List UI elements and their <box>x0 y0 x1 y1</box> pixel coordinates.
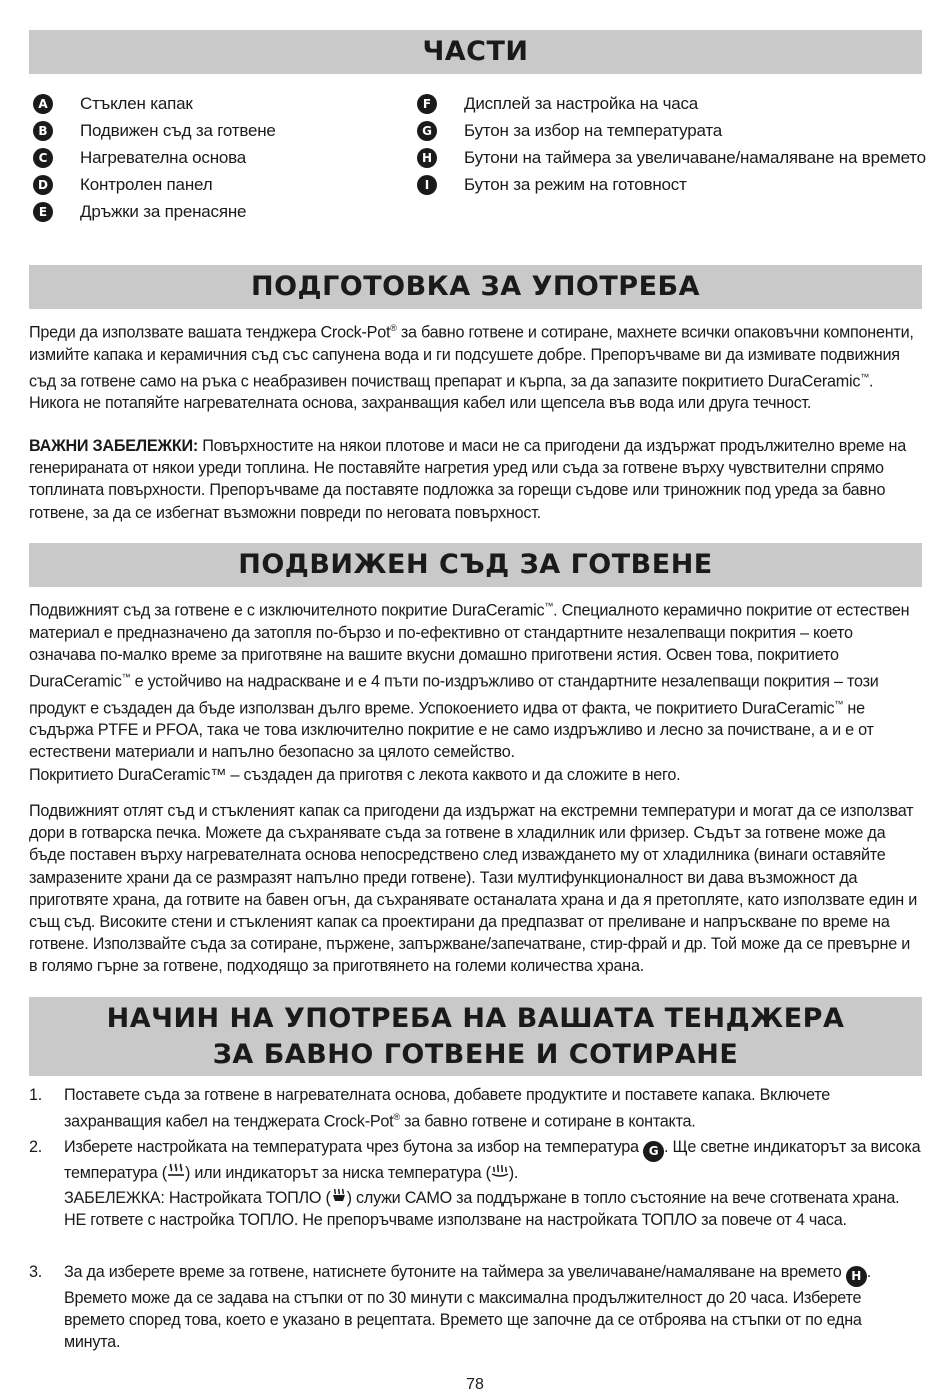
step-3 <box>29 1261 922 1353</box>
step-text-part: ). <box>508 1163 519 1182</box>
trademark-mark: ™ <box>860 371 869 382</box>
letter-badge: E <box>33 202 53 222</box>
part-item <box>33 198 276 225</box>
pot-text: не съдържа PTFE и PFOA, така че това изключително покритие е не само издръжливо и лесно за почистване, а и е от естествени материали и напълно безопасно за цялото семейство. <box>29 698 874 762</box>
important-notes-text: Повърхностите на някои плотове и маси не са пригодени да издържат продължително време на генерираната от някои уреди топлина. Не поставяйте нагретия уред или съда за готвене върху чувствителни спрямо топлината повърхности. Препоръчваме да поставяте подложка за горещи съдове или триножник под уреда за бавно готвене, за да се избегнат възможни повреди по неговата повърхност. <box>29 437 906 522</box>
part-item <box>417 144 926 171</box>
pot-header <box>29 543 922 587</box>
step-text-part: . Ще светне индикаторът за висока температура ( <box>64 1138 921 1182</box>
letter-badge: B <box>33 121 53 141</box>
step-text-part: за бавно готвене и сотиране в контакта. <box>399 1112 696 1131</box>
pot-text: Подвижният съд за готвене е с изключителното покритие DuraCeramic <box>29 601 545 620</box>
usage-title-line2: ЗА БАВНО ГОТВЕНЕ И СОТИРАНЕ <box>212 1038 739 1070</box>
pot-paragraph-3: Подвижният отлят съд и стъкленият капак са пригодени да издържат на екстремни температури и могат да се използват дори в готварска печка. Можете да съхранявате съда за готвене в хладилник или фризер. Съдът за готвене може да бъде поставен върху нагревателната основа непосредствено след изваждането му от хладилника (винаги оставяйте замразените храни да се размразят напълно преди готвене). Тази мултифункционалност ви дава възможност да приготвяте храна, да готвите на бавен огън, да съхранявате останалата храна и да я претопляте, като използвате един и същ съд. Високите стени и стъкленият капак са проектирани да предпазват от преливане и напръскване по време на готвене. Използвайте съда за сотиране, пържене, запържване/запечатване, стир-фрай и др. Той може да се превърне и в голямо гърне за готвене, подходящо за приготвянето на големи количества храна. <box>29 802 917 976</box>
part-label: Подвижен съд за готвене <box>80 120 276 140</box>
parts-header <box>29 30 922 74</box>
high-heat-icon <box>167 1162 185 1184</box>
part-item <box>33 117 276 144</box>
low-heat-icon <box>491 1162 509 1184</box>
usage-header <box>29 997 922 1076</box>
parts-list-right <box>417 90 926 198</box>
part-label: Стъклен капак <box>80 93 193 113</box>
parts-list-left <box>33 90 276 225</box>
part-item <box>33 144 276 171</box>
step-text-part: Изберете настройката на температурата чрез бутона за избор на температура <box>64 1138 643 1156</box>
letter-badge: G <box>643 1141 664 1162</box>
registered-mark: ® <box>390 323 397 333</box>
page-number: 78 <box>466 1376 484 1393</box>
letter-badge: D <box>33 175 53 195</box>
part-label: Бутони на таймера за увеличаване/намаляване на времето <box>464 147 926 167</box>
letter-badge: F <box>417 94 437 114</box>
pot-text: е устойчиво на надраскване и е 4 пъти по-издръжливо от стандартните незалепващи покрития – този продукт е създаден да бъде използван дълго време. Успокоението идва от факта, че покритието DuraCeramic <box>29 672 879 717</box>
step-text-part: Поставете съда за готвене в нагревателната основа, добавете продуктите и поставете капака. Включете захранващия кабел на тенджерата Crock-Pot <box>64 1086 830 1131</box>
step-2-note <box>29 1187 922 1231</box>
letter-badge: G <box>417 121 437 141</box>
important-notes-paragraph <box>29 435 922 524</box>
step-text-part: ЗАБЕЛЕЖКА: Настройката ТОПЛО ( <box>64 1189 331 1207</box>
letter-badge: I <box>417 175 437 195</box>
prep-text: за бавно готвене и сотиране, махнете всички опаковъчни компоненти, измийте капака и керамичния съд със сапунена вода и ги подсушете добре. Препоръчваме ви да измивате подвижния съд за готвене само на ръка с неабразивен почистващ препарат и кърпа, за да запазите покритието DuraCeramic <box>29 323 914 391</box>
part-label: Бутон за режим на готовност <box>464 174 687 194</box>
trademark-mark: ™ <box>834 698 844 709</box>
letter-badge: H <box>846 1266 867 1287</box>
prep-text: . Никога не потапяйте нагревателната основа, захранващия кабел или щепсела във вода или друга течност. <box>29 372 874 413</box>
prep-text: Преди да използвате вашата тенджера Crock-Pot <box>29 323 391 342</box>
pot-paragraph-2: Покритието DuraCeramic™ – създаден да приготвя с лекота каквото и да сложите в него. <box>29 766 681 784</box>
part-label: Контролен панел <box>80 174 213 194</box>
trademark-mark: ™ <box>121 672 131 682</box>
warm-icon <box>331 1187 347 1209</box>
trademark-mark: ™ <box>544 601 554 611</box>
pot-title: ПОДВИЖЕН СЪД ЗА ГОТВЕНЕ <box>238 549 713 580</box>
usage-title-line1: НАЧИН НА УПОТРЕБА НА ВАШАТА ТЕНДЖЕРА <box>106 1002 845 1034</box>
letter-badge: H <box>417 148 437 168</box>
step-text-part: За да изберете време за готвене, натиснете бутоните на таймера за увеличаване/намаляване на времето <box>64 1263 846 1281</box>
part-item <box>417 117 926 144</box>
step-number: 3. <box>29 1263 43 1281</box>
part-label: Дръжки за пренасяне <box>80 201 247 221</box>
step-text-part: ) или индикаторът за ниска температура ( <box>184 1163 491 1182</box>
step-text <box>64 1261 922 1353</box>
pot-text: . Специалното керамично покритие от естествен материал е предназначено да затопля по-бързо и по-ефективно от стандартните незалепващи покрития – което означава по-малко време за приготвяне на вашите вкусни домашно приготвени ястия. Освен това, покритието DuraCeramic <box>29 601 910 691</box>
step-note-text <box>64 1187 922 1231</box>
step-text <box>64 1084 922 1133</box>
part-item <box>417 90 926 117</box>
registered-mark: ® <box>393 1112 400 1123</box>
letter-badge: A <box>33 94 53 114</box>
prep-title: ПОДГОТОВКА ЗА УПОТРЕБА <box>250 271 701 302</box>
part-item <box>417 171 926 198</box>
pot-paragraph-1 <box>29 595 922 764</box>
important-notes-label: ВАЖНИ ЗАБЕЛЕЖКИ: <box>29 437 198 455</box>
parts-title: ЧАСТИ <box>422 36 529 67</box>
letter-badge: C <box>33 148 53 168</box>
step-1 <box>29 1084 922 1133</box>
prep-header <box>29 265 922 309</box>
step-text <box>64 1136 922 1184</box>
part-item <box>33 90 276 117</box>
part-item <box>33 171 276 198</box>
step-number: 1. <box>29 1086 43 1104</box>
step-2 <box>29 1136 922 1184</box>
part-label: Дисплей за настройка на часа <box>464 93 699 113</box>
step-text-part: ) служи САМО за поддържане в топло състояние на вече сготвената храна. НЕ гответе с настройка ТОПЛО. Не препоръчваме използване на настройката ТОПЛО за повече от 4 часа. <box>64 1189 900 1230</box>
step-text-part: . Времето може да се задава на стъпки от по 30 минути с максимална продължителност до 20 часа. Изберете времето според това, което е указано в рецептата. Времето ще започне да се отброява на стъпки от по една минута. <box>64 1263 871 1351</box>
prep-paragraph <box>29 317 922 415</box>
part-label: Нагревателна основа <box>80 147 247 167</box>
step-number: 2. <box>29 1138 43 1156</box>
part-label: Бутон за избор на температурата <box>464 120 723 140</box>
